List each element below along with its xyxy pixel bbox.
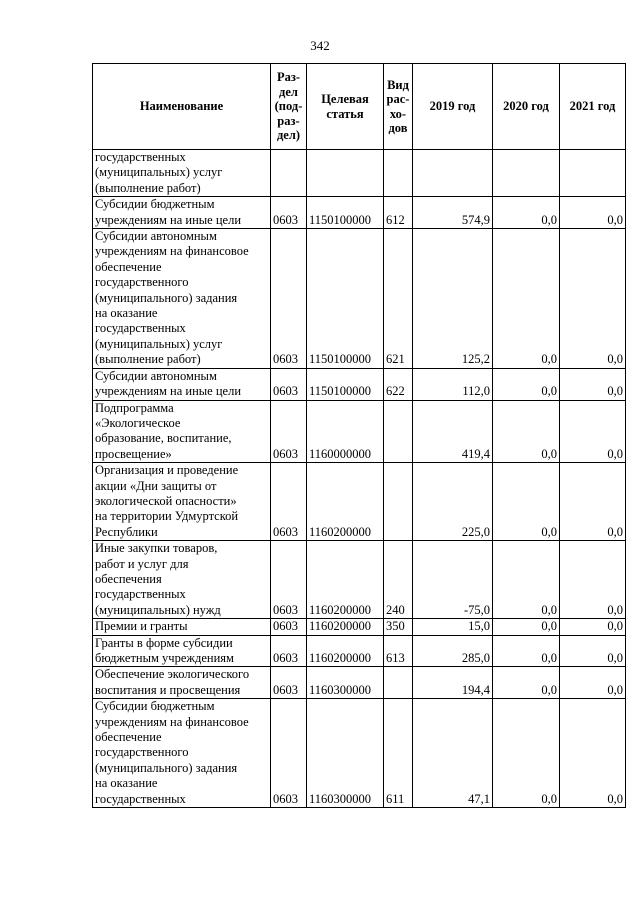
table-row (93, 368, 626, 400)
row-amount-2019: 419,4 (413, 400, 493, 463)
row-amount-2019: 112,0 (413, 368, 493, 400)
row-name: Иные закупки товаров, работ и услуг для обеспечения государственных (муниципальных) нужд (93, 541, 271, 619)
row-expense-type: 612 (384, 197, 413, 229)
table-row (93, 635, 626, 667)
row-expense-type: 622 (384, 368, 413, 400)
budget-table (92, 63, 626, 808)
row-expense-type: 613 (384, 635, 413, 667)
row-amount-2021: 0,0 (560, 699, 626, 808)
row-name: Гранты в форме субсидии бюджетным учреждениям (93, 635, 271, 667)
row-amount-2021: 0,0 (560, 667, 626, 699)
row-section: 0603 (271, 368, 307, 400)
row-section: 0603 (271, 229, 307, 369)
row-name: Субсидии автономным учреждениям на иные цели (93, 368, 271, 400)
row-amount-2020: 0,0 (493, 541, 560, 619)
row-amount-2020: 0,0 (493, 699, 560, 808)
row-amount-2021: 0,0 (560, 400, 626, 463)
table-row (93, 667, 626, 699)
table-row (93, 400, 626, 463)
header-2020: 2020 год (493, 64, 560, 150)
row-target: 1150100000 (307, 368, 384, 400)
row-target: 1160200000 (307, 619, 384, 635)
row-target: 1160300000 (307, 699, 384, 808)
row-target: 1160200000 (307, 635, 384, 667)
row-name: Субсидии бюджетным учреждениям на финансовое обеспечение государственного (муниципального) задания на оказание государственных (93, 699, 271, 808)
row-amount-2020 (493, 150, 560, 197)
row-target: 1160200000 (307, 541, 384, 619)
row-amount-2019: 285,0 (413, 635, 493, 667)
row-section: 0603 (271, 541, 307, 619)
row-section: 0603 (271, 619, 307, 635)
row-name: Премии и гранты (93, 619, 271, 635)
row-target: 1160200000 (307, 463, 384, 541)
row-amount-2021: 0,0 (560, 229, 626, 369)
row-expense-type: 350 (384, 619, 413, 635)
row-section: 0603 (271, 667, 307, 699)
row-expense-type: 611 (384, 699, 413, 808)
row-name: Обеспечение экологического воспитания и просвещения (93, 667, 271, 699)
row-amount-2020: 0,0 (493, 463, 560, 541)
row-target (307, 150, 384, 197)
table-row (93, 541, 626, 619)
row-target: 1150100000 (307, 229, 384, 369)
table-row (93, 150, 626, 197)
header-target: Целевая статья (307, 64, 384, 150)
header-2021: 2021 год (560, 64, 626, 150)
row-name: Субсидии бюджетным учреждениям на иные цели (93, 197, 271, 229)
row-amount-2020: 0,0 (493, 635, 560, 667)
row-amount-2020: 0,0 (493, 619, 560, 635)
row-name: Субсидии автономным учреждениям на финансовое обеспечение государственного (муниципального) задания на оказание государственных (муниципальных) услуг (выполнение работ) (93, 229, 271, 369)
row-target: 1150100000 (307, 197, 384, 229)
row-amount-2020: 0,0 (493, 229, 560, 369)
header-2019: 2019 год (413, 64, 493, 150)
row-expense-type: 621 (384, 229, 413, 369)
row-amount-2020: 0,0 (493, 400, 560, 463)
row-amount-2021: 0,0 (560, 368, 626, 400)
row-section: 0603 (271, 463, 307, 541)
row-target: 1160000000 (307, 400, 384, 463)
row-amount-2019: 15,0 (413, 619, 493, 635)
row-expense-type: 240 (384, 541, 413, 619)
row-section (271, 150, 307, 197)
row-expense-type (384, 150, 413, 197)
table-row (93, 463, 626, 541)
table-row (93, 197, 626, 229)
row-amount-2019: 574,9 (413, 197, 493, 229)
table-row (93, 229, 626, 369)
row-amount-2021: 0,0 (560, 463, 626, 541)
table-row (93, 699, 626, 808)
row-amount-2021 (560, 150, 626, 197)
row-amount-2021: 0,0 (560, 541, 626, 619)
row-expense-type (384, 400, 413, 463)
row-amount-2020: 0,0 (493, 667, 560, 699)
row-amount-2019: 125,2 (413, 229, 493, 369)
row-amount-2019: 47,1 (413, 699, 493, 808)
table-row (93, 619, 626, 635)
row-section: 0603 (271, 400, 307, 463)
row-amount-2021: 0,0 (560, 619, 626, 635)
row-amount-2020: 0,0 (493, 368, 560, 400)
row-name: Подпрограмма «Экологическое образование, воспитание, просвещение» (93, 400, 271, 463)
row-section: 0603 (271, 197, 307, 229)
row-amount-2021: 0,0 (560, 197, 626, 229)
row-amount-2019: 225,0 (413, 463, 493, 541)
table-header-row (93, 64, 626, 150)
row-amount-2019 (413, 150, 493, 197)
row-name: Организация и проведение акции «Дни защиты от экологической опасности» на территории Удмуртской Республики (93, 463, 271, 541)
row-section: 0603 (271, 635, 307, 667)
header-name: Наименование (93, 64, 271, 150)
row-amount-2020: 0,0 (493, 197, 560, 229)
header-section: Раз- дел (под- раз- дел) (271, 64, 307, 150)
row-target: 1160300000 (307, 667, 384, 699)
row-section: 0603 (271, 699, 307, 808)
row-expense-type (384, 463, 413, 541)
page-number: 342 (310, 38, 330, 53)
row-amount-2021: 0,0 (560, 635, 626, 667)
row-name: государственных (муниципальных) услуг (выполнение работ) (93, 150, 271, 197)
row-amount-2019: -75,0 (413, 541, 493, 619)
row-expense-type (384, 667, 413, 699)
row-amount-2019: 194,4 (413, 667, 493, 699)
header-expense-type: Вид рас- хо- дов (384, 64, 413, 150)
table-body (93, 150, 626, 808)
